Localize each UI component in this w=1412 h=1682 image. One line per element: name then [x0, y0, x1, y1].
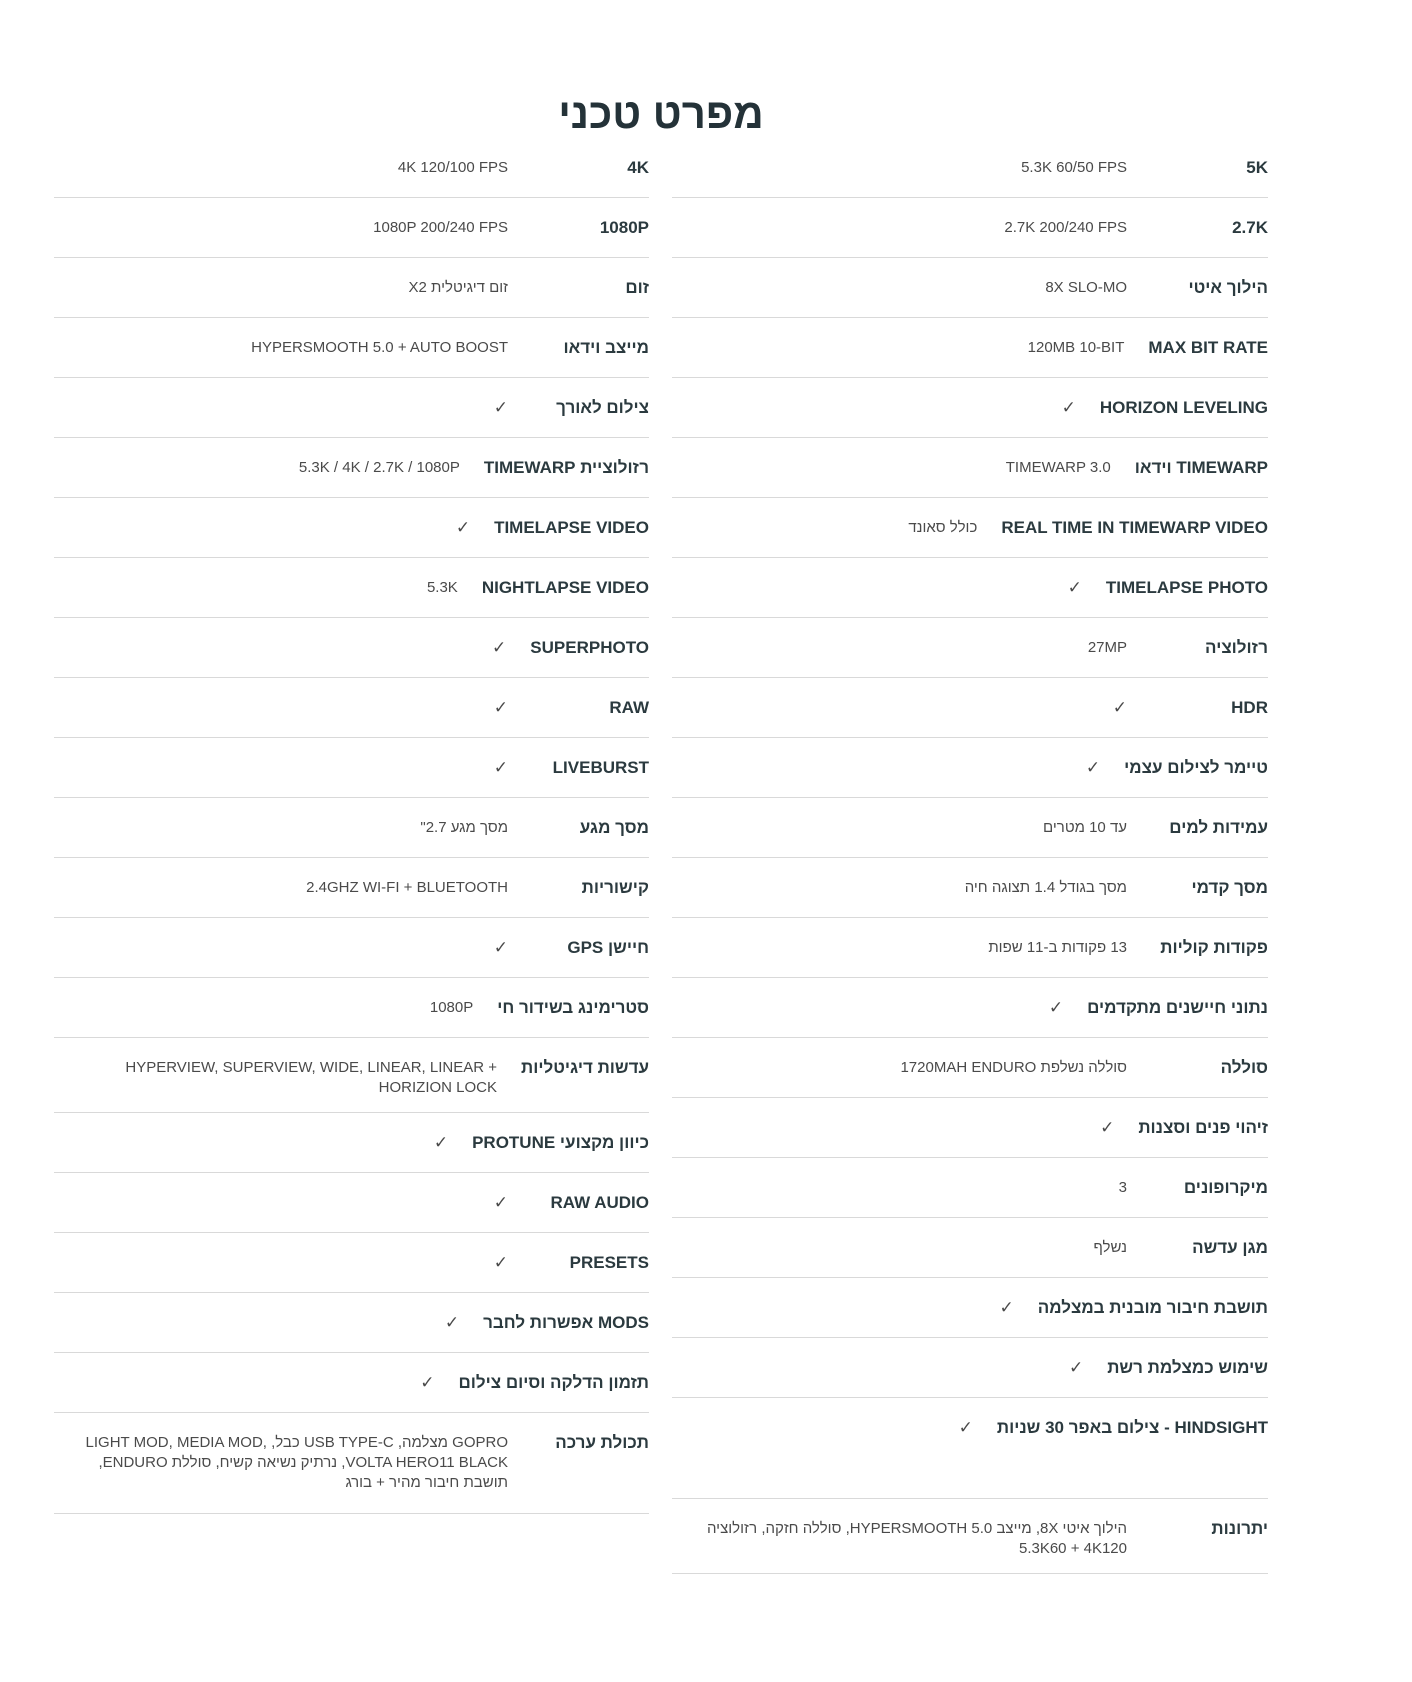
spec-row — [672, 978, 1268, 1038]
spec-label: RAW AUDIO — [550, 1193, 649, 1212]
spec-label: MODS אפשרות לחבר — [483, 1313, 649, 1332]
check-mark-icon: ✓ — [493, 938, 508, 957]
spec-column-left — [54, 138, 649, 1514]
check-mark-icon: ✓ — [1085, 758, 1101, 777]
spec-label: סוללה — [1220, 1058, 1268, 1077]
spec-row — [54, 1293, 649, 1353]
spec-label: סטרימינג בשידור חי — [497, 998, 649, 1017]
spec-row — [54, 798, 649, 858]
spec-row — [54, 1173, 649, 1233]
check-mark-icon: ✓ — [1061, 398, 1076, 417]
check-mark-icon: ✓ — [420, 1373, 435, 1392]
check-mark-icon: ✓ — [493, 698, 508, 717]
spec-label: HORIZON LEVELING — [1099, 398, 1268, 417]
spec-row — [672, 1038, 1268, 1098]
spec-label: חיישן GPS — [567, 938, 649, 957]
spec-label: הילוך איטי — [1188, 278, 1268, 297]
spec-row — [672, 858, 1268, 918]
check-mark-icon: ✓ — [493, 758, 508, 777]
spec-label: תושבת חיבור מובנית במצלמה — [1037, 1298, 1268, 1317]
spec-row — [672, 438, 1268, 498]
spec-label: יתרונות — [1211, 1519, 1268, 1538]
spec-value: 13 פקודות ב-11 שפות — [988, 939, 1127, 956]
spec-row — [54, 918, 649, 978]
spec-label: 2.7K — [1232, 218, 1268, 237]
spec-label: REAL TIME IN TIMEWARP VIDEO — [1001, 518, 1268, 537]
spec-label: מיקרופונים — [1183, 1178, 1268, 1197]
spec-value: HYPERVIEW, SUPERVIEW, WIDE, LINEAR, LINEAR + HORIZION LOCK — [125, 1059, 498, 1096]
spec-value: סוללה נשלפת 1720MAH ENDURO — [900, 1059, 1127, 1076]
spec-column-right — [672, 138, 1268, 1574]
spec-label: SUPERPHOTO — [530, 638, 649, 657]
spec-row — [54, 198, 649, 258]
check-mark-icon: ✓ — [1067, 578, 1082, 597]
spec-label: רזולוציית TIMEWARP — [483, 458, 649, 477]
spec-row — [54, 318, 649, 378]
spec-value: 2.4GHZ WI-FI + BLUETOOTH — [306, 879, 508, 896]
spec-row — [672, 618, 1268, 678]
spec-label: תזמון הדלקה וסיום צילום — [458, 1373, 649, 1392]
spec-label: שימוש כמצלמת רשת — [1107, 1358, 1268, 1377]
spec-label: PRESETS — [569, 1253, 649, 1272]
spec-row — [672, 1338, 1268, 1398]
spec-value: 27MP — [1087, 639, 1127, 656]
spec-label: LIVEBURST — [552, 758, 649, 777]
spec-value: 5.3K / 4K / 2.7K / 1080P — [298, 459, 460, 476]
check-mark-icon: ✓ — [1048, 998, 1064, 1017]
spec-row — [54, 738, 649, 798]
spec-row — [672, 738, 1268, 798]
spec-row — [54, 1233, 649, 1293]
spec-label: 1080P — [599, 218, 649, 237]
spec-label: רזולוציה — [1205, 638, 1268, 657]
spec-row — [672, 378, 1268, 438]
spec-value: מסך בגודל 1.4 תצוגה חיה — [964, 879, 1127, 896]
spec-value: 5.3K — [426, 579, 458, 596]
check-mark-icon: ✓ — [1112, 698, 1127, 717]
check-mark-icon: ✓ — [1100, 1118, 1115, 1137]
spec-label: מסך מגע — [579, 818, 649, 837]
spec-row — [672, 1098, 1268, 1158]
spec-row — [672, 318, 1268, 378]
spec-row — [54, 258, 649, 318]
spec-row — [672, 1158, 1268, 1218]
spec-label: צילום לאורך — [556, 398, 649, 417]
spec-row — [54, 1113, 649, 1173]
spec-label: קישוריות — [581, 878, 649, 897]
check-mark-icon: ✓ — [493, 1193, 508, 1212]
spec-label: TIMELAPSE VIDEO — [494, 518, 649, 537]
page-title: מפרט טכני — [558, 90, 764, 138]
check-mark-icon: ✓ — [455, 518, 471, 537]
spec-label: תכולת ערכה — [555, 1433, 649, 1452]
spec-label: טיימר לצילום עצמי — [1124, 758, 1268, 777]
spec-value: 1080P 200/240 FPS — [373, 219, 508, 236]
spec-row — [54, 618, 649, 678]
spec-value: נשלף — [1093, 1239, 1127, 1256]
spec-label: RAW — [609, 698, 649, 717]
spec-row — [54, 558, 649, 618]
spec-row — [54, 1038, 649, 1113]
spec-label: נתוני חיישנים מתקדמים — [1087, 998, 1268, 1017]
check-mark-icon: ✓ — [444, 1313, 460, 1332]
spec-value: עד 10 מטרים — [1043, 819, 1127, 836]
check-mark-icon: ✓ — [493, 1253, 508, 1272]
spec-value: HYPERSMOOTH 5.0 + AUTO BOOST — [251, 339, 508, 356]
spec-label: מייצב וידאו — [563, 338, 649, 357]
spec-row — [672, 558, 1268, 618]
spec-row — [54, 1413, 649, 1514]
spec-value: 3 — [1118, 1179, 1127, 1196]
check-mark-icon: ✓ — [493, 398, 508, 417]
spec-label: NIGHTLAPSE VIDEO — [481, 578, 649, 597]
check-mark-icon: ✓ — [1068, 1358, 1084, 1377]
spec-value: GOPRO מצלמה, USB TYPE-C כבל, LIGHT MOD, MEDIA MOD, VOLTA HERO11 BLACK, נרתיק נשיאה קשיח, סוללת ENDURO, תושבת חיבור מהיר + בורג — [85, 1434, 508, 1491]
spec-value: 120MB 10-BIT — [1027, 339, 1125, 356]
spec-value: 1080P — [429, 999, 474, 1016]
spec-value: 5.3K 60/50 FPS — [1021, 159, 1127, 176]
check-mark-icon: ✓ — [999, 1298, 1014, 1317]
spec-label: TIMEWARP וידאו — [1134, 458, 1268, 477]
spec-value: כולל סאונד — [908, 519, 978, 536]
spec-label: כיוון מקצועי PROTUNE — [472, 1133, 649, 1152]
spec-value: TIMEWARP 3.0 — [1005, 459, 1111, 476]
spec-label: עמידות למים — [1169, 818, 1268, 837]
spec-label: זיהוי פנים וסצנות — [1138, 1118, 1268, 1137]
spec-label: זום — [625, 278, 649, 297]
spec-row — [672, 678, 1268, 738]
spec-label: מגן עדשה — [1192, 1238, 1268, 1257]
spec-label: 4K — [627, 158, 649, 177]
spec-value: 4K 120/100 FPS — [397, 159, 508, 176]
spec-row — [672, 258, 1268, 318]
spec-row — [54, 1353, 649, 1413]
spec-label: TIMELAPSE PHOTO — [1105, 578, 1268, 597]
spec-label: עדשות דיגיטליות — [521, 1058, 649, 1077]
spec-label: MAX BIT RATE — [1148, 338, 1268, 357]
spec-row — [672, 1218, 1268, 1278]
spec-row — [672, 138, 1268, 198]
spec-row — [54, 858, 649, 918]
spec-row — [672, 798, 1268, 858]
spec-value: 8X SLO-MO — [1045, 279, 1127, 296]
spec-row — [54, 138, 649, 198]
check-mark-icon: ✓ — [492, 638, 507, 657]
spec-row — [54, 498, 649, 558]
spec-row — [672, 1499, 1268, 1574]
spec-value: הילוך איטי 8X, מייצב HYPERSMOOTH 5.0, סוללה חזקה, רזולוציה 5.3K60 + 4K120 — [706, 1520, 1127, 1557]
spec-value: זום דיגיטלית X2 — [408, 279, 508, 296]
spec-row — [54, 678, 649, 738]
spec-label: HINDSIGHT - צילום באפר 30 שניות — [996, 1418, 1268, 1437]
spec-value: מסך מגע 2.7" — [420, 819, 508, 836]
spec-row — [54, 438, 649, 498]
spec-row — [672, 198, 1268, 258]
check-mark-icon: ✓ — [433, 1133, 449, 1152]
spec-label: 5K — [1246, 158, 1268, 177]
spec-row — [672, 918, 1268, 978]
spec-value: 2.7K 200/240 FPS — [1004, 219, 1127, 236]
spec-row — [672, 1398, 1268, 1499]
spec-label: מסך קדמי — [1191, 878, 1268, 897]
spec-row — [672, 498, 1268, 558]
check-mark-icon: ✓ — [958, 1418, 973, 1437]
spec-row — [672, 1278, 1268, 1338]
spec-label: פקודות קוליות — [1160, 938, 1268, 957]
spec-row — [54, 978, 649, 1038]
spec-label: HDR — [1231, 698, 1268, 717]
spec-row — [54, 378, 649, 438]
